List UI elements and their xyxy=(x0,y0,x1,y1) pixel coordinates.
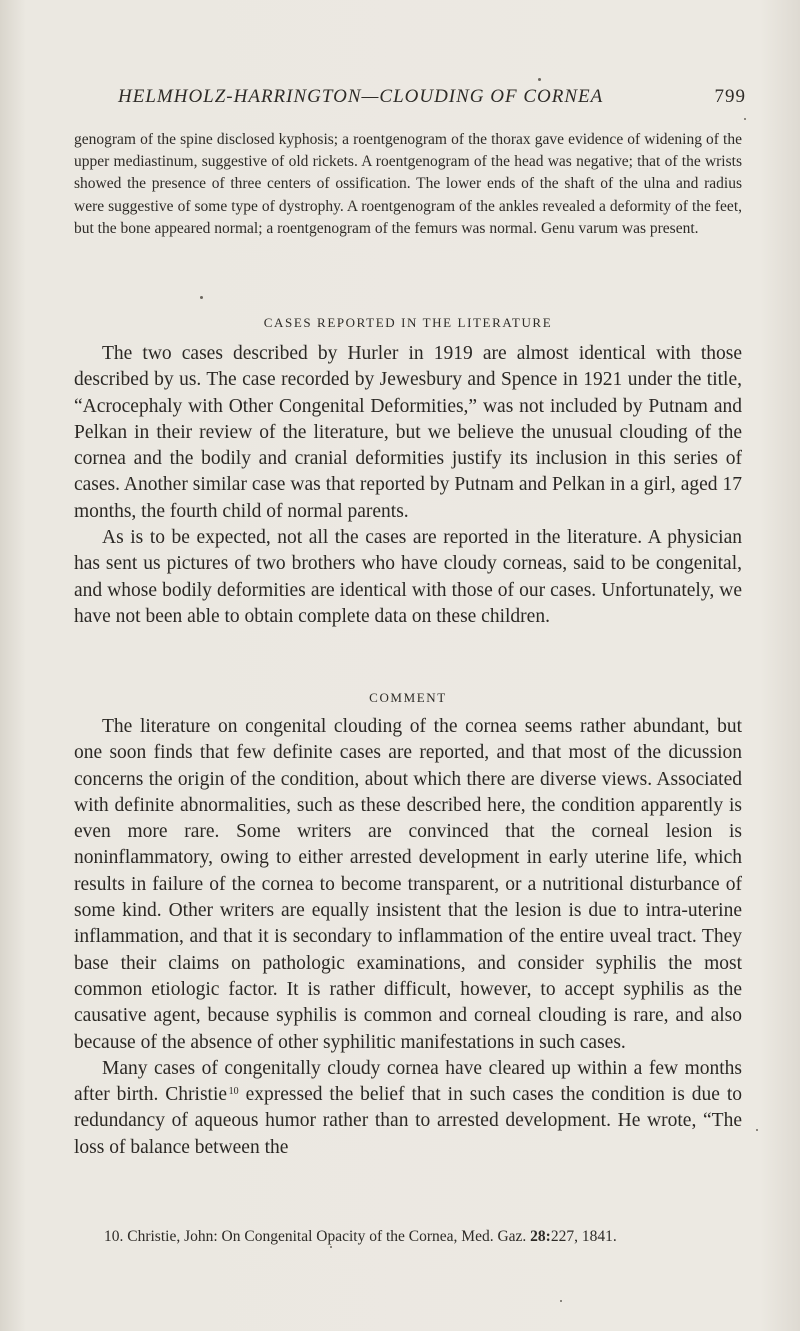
print-speck xyxy=(538,78,541,81)
footnote xyxy=(74,1226,750,1248)
footnote-pages: 227, 1841. xyxy=(550,1228,617,1245)
print-speck xyxy=(200,296,203,299)
print-speck xyxy=(330,1246,332,1248)
paragraph-text: expressed the belief that in such cases the condition is due to redundancy of aqueous humor rather than to arrested development. He wrote, “The loss of balance between the xyxy=(74,1084,743,1158)
section-cases-body xyxy=(74,341,742,630)
paragraph-text: Many cases of congenitally cloudy cornea have cleared up within a few months after birth. Christie xyxy=(74,1057,742,1106)
intro-paragraph: genogram of the spine disclosed kyphosis; a roentgenogram of the thorax gave evidence of widening of the upper mediastinum, suggestive of old rickets. A roentgenogram of the head was negative; that of the wrists showed the presence of three centers of ossification. The lower ends of the shaft of the ulna and radius were suggestive of some type of dystrophy. A roentgenogram of the ankles revealed a deformity of the feet, but the bone appeared normal; a roentgenogram of the femurs was normal. Genu varum was present. xyxy=(74,131,742,237)
print-speck xyxy=(560,1300,562,1302)
footnote-text xyxy=(74,1226,750,1248)
section-heading-comment: COMMENT xyxy=(369,690,447,705)
running-title: HELMHOLZ-HARRINGTON—CLOUDING OF CORNEA xyxy=(118,86,604,107)
running-header xyxy=(118,86,746,110)
section-heading-cases: CASES REPORTED IN THE LITERATURE xyxy=(263,315,553,330)
footnote-reference: 10 xyxy=(228,1086,239,1098)
print-speck xyxy=(756,1129,758,1131)
print-speck xyxy=(744,118,746,120)
intro-paragraph-block xyxy=(74,129,742,240)
body-paragraph: The literature on congenital clouding of the cornea seems rather abundant, but one soon finds that few definite cases are reported, and that most of the dicussion concerns the origin of the condition, about which there are diverse views. Associated with definite abnormalities, such as these described here, the condition apparently is even more rare. Some writers are convinced that the corneal lesion is noninflammatory, owing to either arrested development in early uterine life, which results in failure of the cornea to become transparent, or a nutritional disturbance of some kind. Other writers are equally insistent that the lesion is due to intra-uterine inflammation, and that it is secondary to inflammation of the entire uveal tract. They base their claims on pathologic examinations, and consider syphilis the most common etiologic factor. It is rather difficult, however, to accept syphilis as the causative agent, because syphilis is common and corneal clouding is rare, and also because of the absence of other syphilitic manifestations in such cases. xyxy=(74,716,742,1053)
body-paragraph: The two cases described by Hurler in 1919 are almost identical with those described by us. The case recorded by Jewesbury and Spence in 1921 under the title, “Acrocephaly with Other Congenital Deformities,” was not included by Putnam and Pelkan in their review of the literature, but we believe the unusual clouding of the cornea and the bodily and cranial deformities justify its inclusion in this series of cases. Another similar case was that reported by Putnam and Pelkan in a girl, aged 17 months, the fourth child of normal parents. xyxy=(74,343,742,522)
body-paragraph: As is to be expected, not all the cases are reported in the literature. A physician has sent us pictures of two brothers who have cloudy corneas, said to be congenital, and whose bodily deformities are identical with those of our cases. Unfortunately, we have not been able to obtain complete data on these children. xyxy=(74,527,742,627)
footnote-citation: 10. Christie, John: On Congenital Opacity of the Cornea, Med. Gaz. xyxy=(104,1228,531,1245)
body-paragraph xyxy=(74,1056,742,1161)
page-number: 799 xyxy=(714,86,746,107)
footnote-volume: 28: xyxy=(530,1228,551,1245)
section-comment-body xyxy=(74,714,742,1161)
